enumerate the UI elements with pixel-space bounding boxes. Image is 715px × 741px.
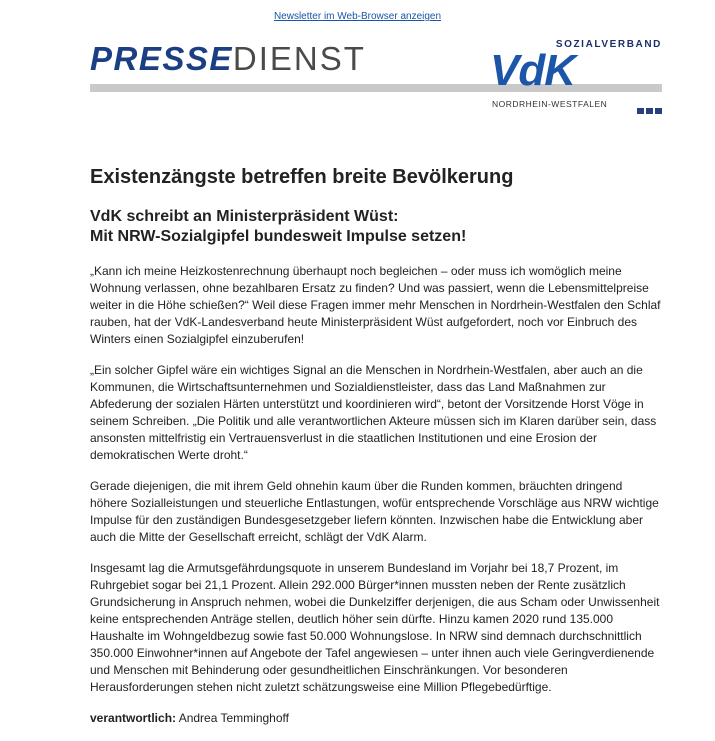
logo-nrw-text: NORDRHEIN-WESTFALEN bbox=[492, 99, 608, 109]
paragraph-1: „Kann ich meine Heizkostenrechnung überhaupt noch begleichen – oder muss ich womöglich meine Wohnung verlassen, ohne bezahlbaren Ersatz zu finden? Und was passiert, wenn die Lebensmittelpreise weiter in die Höhe schießen?“ Weil diese Fragen immer mehr Menschen in Nordrhein-Westfalen den Schlaf rauben, hat der VdK-Landesverband heute Ministerpräsident Wüst aufgefordert, noch vor Einbruch des Winters einen Sozialgipfel einzuberufen! bbox=[90, 264, 661, 346]
vdk-logo bbox=[490, 38, 662, 110]
newsletter-link-container bbox=[0, 11, 715, 22]
responsible-name: Andrea Temminghoff bbox=[176, 711, 289, 725]
pressedienst-brand bbox=[90, 42, 366, 75]
logo-vdk-text: VdK bbox=[490, 46, 575, 95]
paragraph-2: „Ein solcher Gipfel wäre ein wichtiges Signal an die Menschen in Nordrhein-Westfalen, aber auch an die Kommunen, die Wirtschaftsunternehmen und Sozialdienstleister, dass das Land Maßnahmen zur Abfederung der sozialen Härten unterstützt und koordinieren wird“, betont der Vorsitzende Horst Vöge in seinem Schreiben. „Die Politik und alle verantwortlichen Akteure müssen sich im Klaren darüber sein, dass ansonsten mittelfristig ein Vertrauensverlust in die staatlichen Institutionen und eine Erosion der demokratischen Werte droht.“ bbox=[90, 363, 657, 462]
paragraph-3: Gerade diejenigen, die mit ihrem Geld ohnehin kaum über die Runden kommen, bräuchten dringend höhere Sozialleistungen und steuerliche Entlastungen, wofür entsprechende Vorschläge aus NRW wichtige Impulse für den zuständigen Bundesgesetzgeber liefern könnten. Inzwischen habe die Entwicklung aber auch die Mitte der Gesellschaft erreicht, schlägt der VdK Alarm. bbox=[90, 479, 659, 544]
header bbox=[90, 38, 662, 110]
responsible-label: verantwortlich: bbox=[90, 711, 177, 725]
brand-part-dienst: DIENST bbox=[232, 40, 366, 77]
logo-sozialverband-text: SOZIALVERBAND bbox=[555, 39, 662, 50]
article-title: Existenzängste betreffen breite Bevölkerung bbox=[90, 166, 514, 188]
brand-part-presse: PRESSE bbox=[90, 40, 233, 77]
responsible-line bbox=[90, 710, 662, 727]
newsletter-browser-link[interactable]: Newsletter im Web-Browser anzeigen bbox=[273, 11, 442, 22]
article-subtitle bbox=[90, 207, 662, 247]
paragraph-4: Insgesamt lag die Armutsgefährdungsquote in unserem Bundesland im Vorjahr bei 18,7 Prozent, im Ruhrgebiet sogar bei 21,1 Prozent. Allein 292.000 Bürger*innen mussten neben der Rente zusätzlich Grundsicherung in Anspruch nehmen, wobei die Dunkelziffer derjenigen, die aus Scham oder Unwissenheit keine entsprechenden Anträge stellen, deutlich höher sein dürfte. Hinzu kamen 2020 rund 135.000 Haushalte im Wohngeldbezug sowie fast 50.000 Wohnungslose. In NRW sind demnach durchschnittlich 350.000 Einwohner*innen auf Angebote der Tafel angewiesen – unter ihnen auch viele Geringverdienende und Menschen mit Behinderung oder gesundheitlichen Einschränkungen. Vor besonderen Herausforderungen stehen nicht zuletzt schätzungsweise eine Million Pflegebedürftige. bbox=[90, 561, 660, 694]
subtitle-line-2: Mit NRW-Sozialgipfel bundesweit Impulse setzen! bbox=[90, 228, 467, 245]
logo-dots-icon bbox=[635, 101, 662, 119]
subtitle-line-1: VdK schreibt an Ministerpräsident Wüst: bbox=[90, 208, 399, 225]
article bbox=[90, 166, 662, 741]
